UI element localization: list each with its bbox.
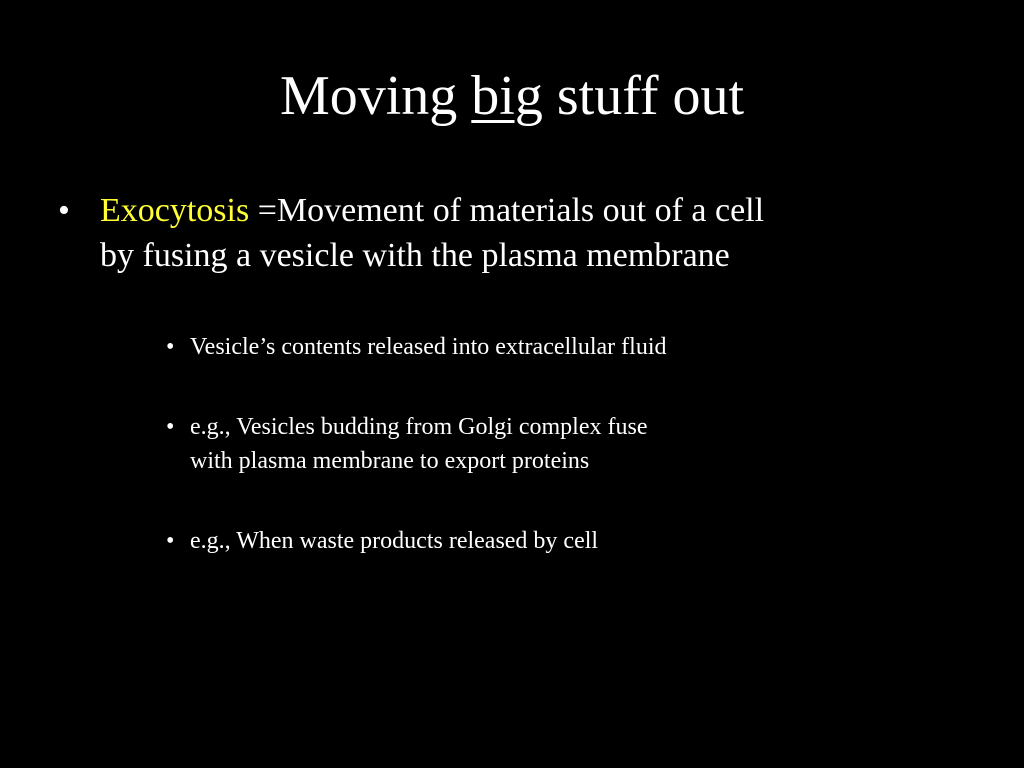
slide-title bbox=[0, 60, 1024, 132]
exocytosis-definition-line2: by fusing a vesicle with the plasma membrane bbox=[100, 237, 730, 274]
sub-bullet-marker: • bbox=[166, 334, 175, 360]
exocytosis-definition: =Movement of materials out of a cell bbox=[249, 192, 765, 229]
title-text-start: Moving bbox=[279, 65, 472, 127]
sub-bullet-item bbox=[166, 410, 926, 478]
sub-bullet-list bbox=[166, 330, 926, 558]
main-bullet-text bbox=[100, 188, 958, 278]
title-text-end: stuff out bbox=[542, 65, 745, 127]
sub-bullet-text: e.g., When waste products released by cell bbox=[190, 528, 599, 554]
exocytosis-term: Exocytosis bbox=[100, 192, 250, 229]
sub-bullet-text: Vesicle’s contents released into extracellular fluid bbox=[190, 334, 667, 360]
main-bullet-marker: • bbox=[58, 192, 70, 229]
sub-bullet-item bbox=[166, 524, 926, 558]
sub-bullet-marker: • bbox=[166, 528, 175, 554]
sub-bullet-text-line2: with plasma membrane to export proteins bbox=[190, 448, 590, 474]
sub-bullet-item bbox=[166, 330, 926, 364]
title-underlined-word: big bbox=[471, 65, 543, 127]
sub-bullet-marker: • bbox=[166, 414, 175, 440]
main-bullet bbox=[58, 188, 958, 278]
sub-bullet-text: e.g., Vesicles budding from Golgi complex fuse bbox=[190, 414, 648, 440]
